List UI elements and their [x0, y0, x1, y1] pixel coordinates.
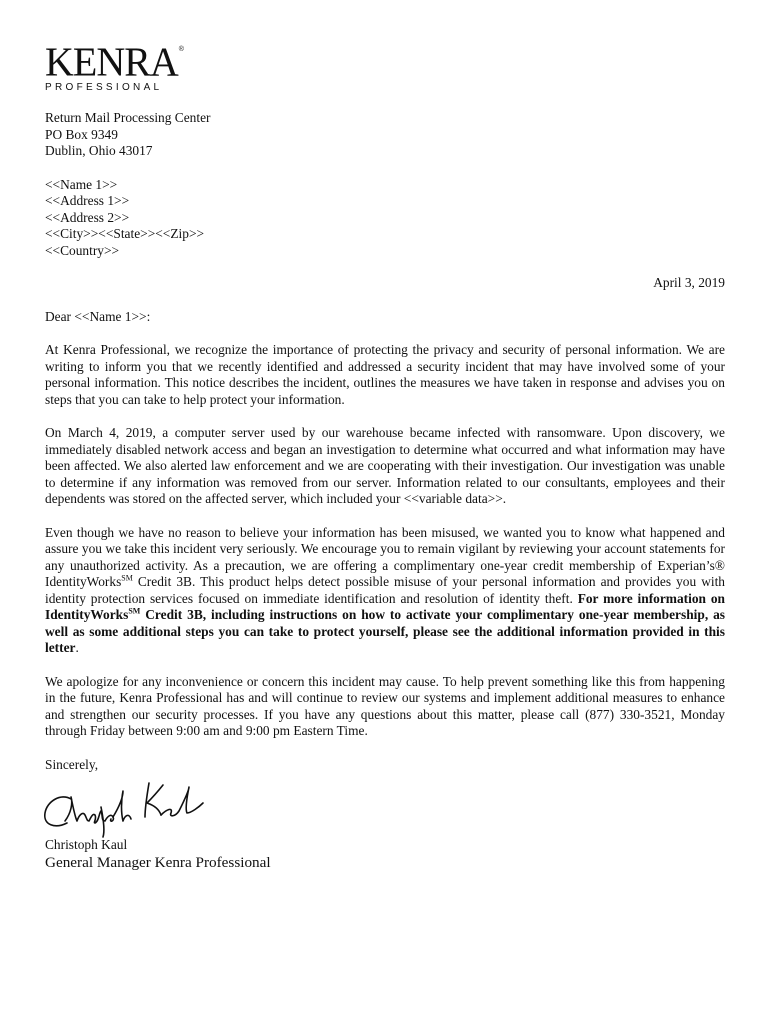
- letter-page: [45, 38, 725, 872]
- return-address-line: PO Box 9349: [45, 126, 118, 142]
- logo-subtitle: PROFESSIONAL: [45, 82, 163, 93]
- letter-date: April 3, 2019: [653, 275, 725, 290]
- recipient-name: <<Name 1>>: [45, 176, 118, 192]
- signer-name: Christoph Kaul: [45, 837, 128, 852]
- recipient-country: <<Country>>: [45, 242, 120, 258]
- offer-text: Credit 3B. This product helps detect possible misuse of your personal information and provides you with identity protection services focused on immediate identification and resolution of identity theft.: [45, 574, 725, 606]
- paragraph-intro: At Kenra Professional, we recognize the importance of protecting the privacy and security of personal information. We are writing to inform you that we recently identified and addressed a security incident that may have involved some of your personal information. This notice describes the incident, outlines the measures we have taken in response and advises you on steps that you can take to help protect your information.: [45, 342, 725, 407]
- closing: Sincerely,: [45, 756, 99, 772]
- logo-wordmark: KENRA: [45, 38, 178, 85]
- recipient-address: [45, 177, 725, 260]
- offer-period: .: [75, 640, 79, 655]
- signer-title: General Manager Kenra Professional: [45, 853, 271, 871]
- offer-bold-text: For more information on IdentityWorks: [45, 590, 725, 622]
- kenra-logo: [45, 38, 725, 94]
- salutation: Dear <<Name 1>>:: [45, 308, 151, 324]
- logo-registered-mark: ®: [178, 46, 184, 53]
- signature-image: [41, 777, 211, 839]
- offer-text: Even though we have no reason to believe your information has been misused, we wanted you to know what happened and assure you we take this incident very seriously. We encourage you to remain vigilant by reviewing your account statements for any unauthorized activity. As a precaution, we are offering a complimentary one-year credit membership of Experian’s® IdentityWorks: [45, 524, 725, 589]
- paragraph-apology: We apologize for any inconvenience or concern this incident may cause. To help prevent something like this from happening in the future, Kenra Professional has and will continue to review our systems and implement additional measures to enhance and strengthen our security processes. If you have any questions about this matter, please call (877) 330-3521, Monday through Friday between 9:00 am and 9:00 pm Eastern Time.: [45, 673, 725, 738]
- return-address-line: Dublin, Ohio 43017: [45, 143, 153, 158]
- paragraph-offer: [45, 525, 725, 657]
- recipient-address-line: <<Address 2>>: [45, 209, 130, 225]
- service-mark: SM: [128, 606, 141, 616]
- paragraph-incident: On March 4, 2019, a computer server used by our warehouse became infected with ransomware. Upon discovery, we immediately disabled network access and began an investigation to determine what occurred and what information may have been affected. We also alerted law enforcement and we are cooperating with their investigation. Our investigation was unable to determine if any information was removed from our server. Information related to our consultants, employees and their dependents was stored on the affected server, which included your <<variable data>>.: [45, 425, 725, 506]
- service-mark: SM: [121, 573, 133, 583]
- return-address-line: Return Mail Processing Center: [45, 110, 211, 125]
- recipient-city-state-zip: <<City>><<State>><<Zip>>: [45, 226, 205, 241]
- return-address: [45, 110, 725, 160]
- recipient-address-line: <<Address 1>>: [45, 193, 130, 208]
- offer-bold-text: Credit 3B, including instructions on how to activate your complimentary one-year membership, as well as some additional steps you can take to protect yourself, please see the additional information provided in this letter: [45, 607, 725, 655]
